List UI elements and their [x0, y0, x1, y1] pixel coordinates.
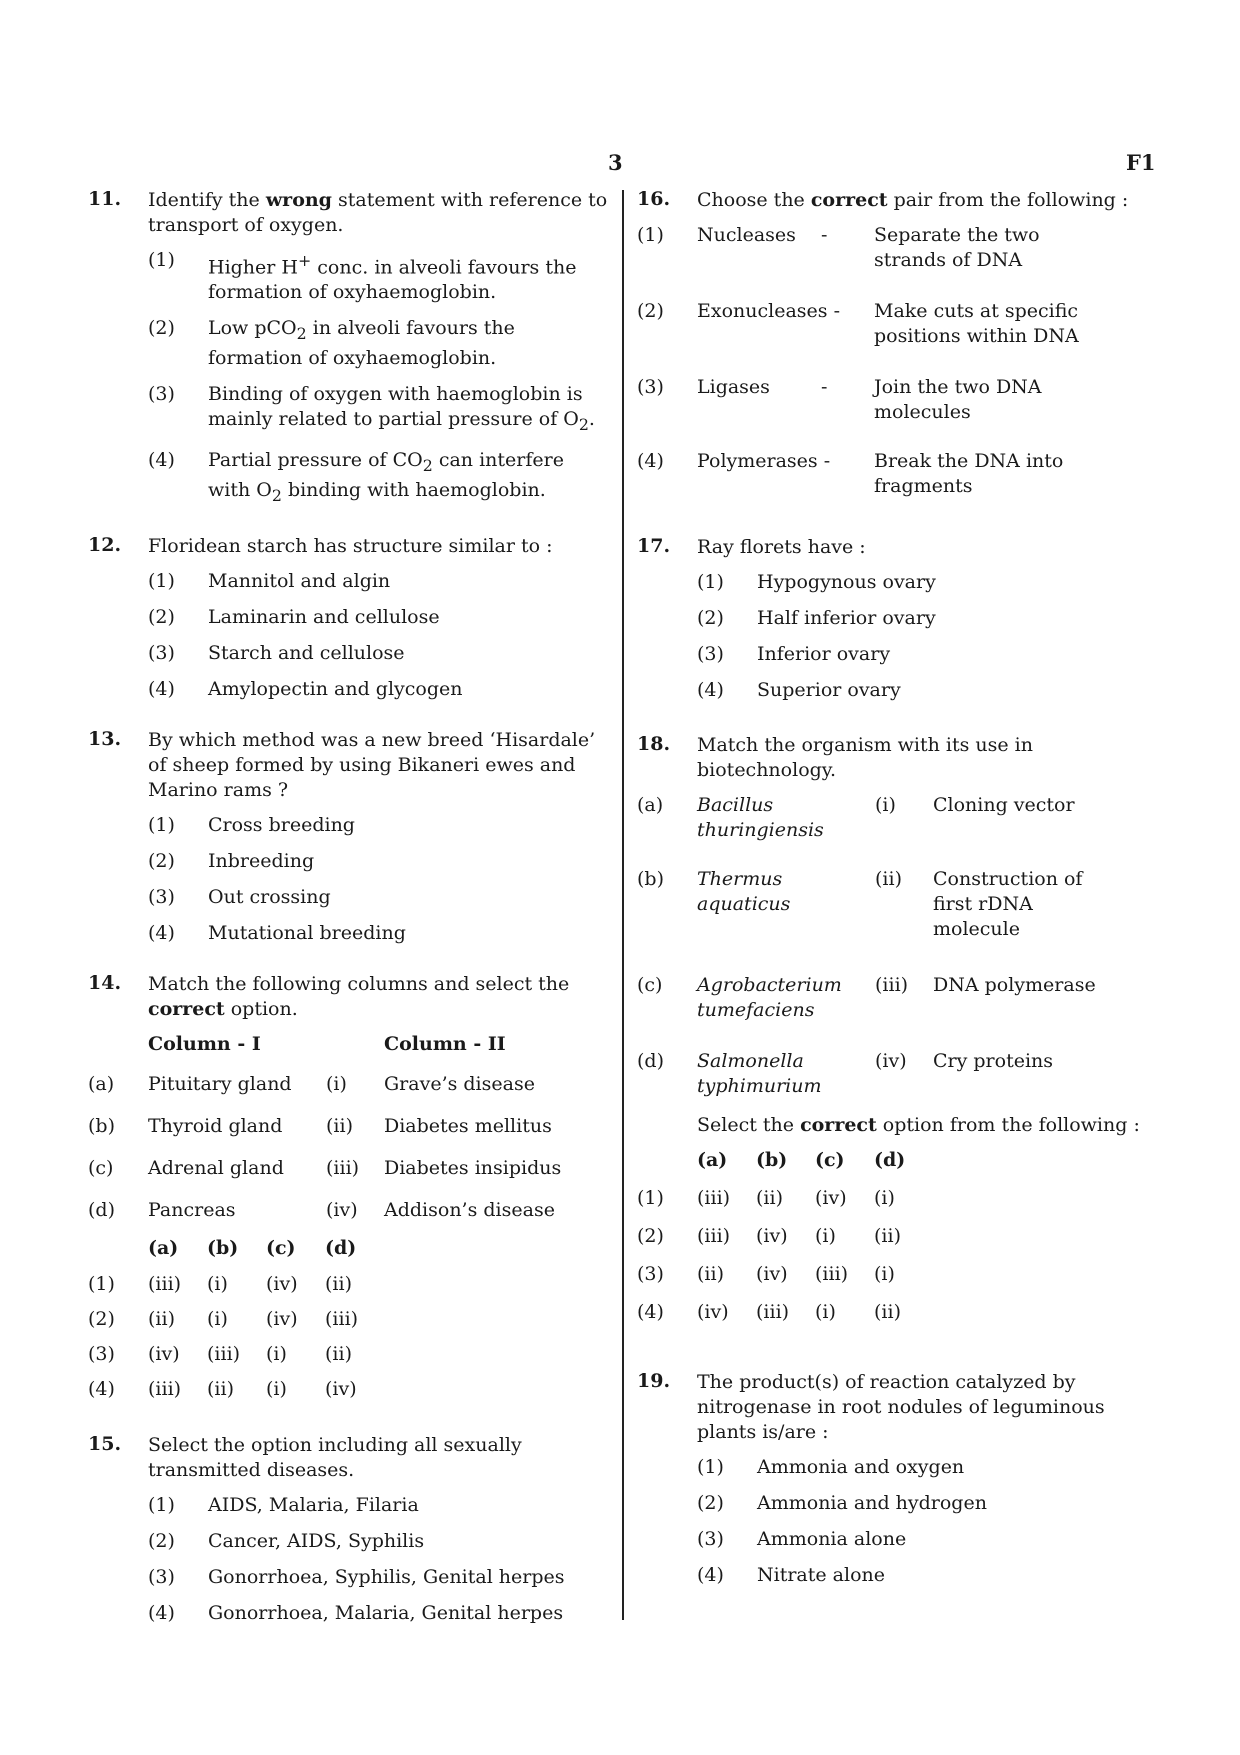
pair-option-2: (2) Exonucleases - Make cuts at specific positions within DNA — [637, 300, 1079, 347]
question-stem: Select the option including all sexually transmitted diseases. — [148, 1433, 522, 1481]
match-row: (c) Adrenal gland (iii) Diabetes insipidus — [88, 1156, 562, 1179]
option-1: (1) Cross breeding — [148, 813, 355, 836]
question-stem: Match the following columns and select the correct option. — [148, 972, 570, 1020]
match-table — [637, 793, 1103, 1113]
pair-table — [637, 223, 1102, 505]
question-18 — [637, 733, 1157, 1330]
question-stem: Choose the correct pair from the following : — [697, 189, 1129, 211]
match-row: (a) Pituitary gland (i) Grave’s disease — [88, 1072, 535, 1095]
answer-option-2: (2) (iii) (iv) (i) (ii) — [637, 1225, 901, 1247]
option-4: (4) Gonorrhoea, Malaria, Genital herpes — [148, 1601, 564, 1624]
answer-table: (a) (b) (c) (d) (1) (iii) (i) (iv) (ii) (2) (ii) (i) (iv) (iii) (3) (iv) (iii) (i) (ii) (4) (iii) (ii) (i) (iv) — [88, 1236, 358, 1407]
match-row: (d) Salmonella typhimurium (iv) Cry proteins — [637, 1050, 1054, 1097]
match-table — [88, 1032, 561, 1236]
question-stem: By which method was a new breed ‘Hisardale’ of sheep formed by using Bikaneri ewes and Marino rams ? — [148, 728, 596, 801]
question-11 — [88, 188, 608, 508]
option-3: (3) Binding of oxygen with haemoglobin is mainly related to partial pressure of $O_2$. — [148, 383, 595, 434]
question-stem: Ray florets have : — [697, 536, 866, 558]
question-12 — [88, 534, 608, 702]
option-1: (1) AIDS, Malaria, Filaria — [148, 1493, 419, 1516]
answer-option-2: (2) (ii) (i) (iv) (iii) — [88, 1307, 359, 1330]
option-3: (3) Inferior ovary — [697, 643, 891, 665]
option-3: (3) Gonorrhoea, Syphilis, Genital herpes — [148, 1565, 565, 1588]
pair-option-4: (4) Polymerases - Break the DNA into fragments — [637, 450, 1064, 497]
pair-option-3: (3) Ligases - Join the two DNA molecules — [637, 376, 1042, 423]
question-stem: Match the organism with its use in biotechnology. — [697, 734, 1033, 781]
match-row: (d) Pancreas (iv) Addison’s disease — [88, 1198, 555, 1221]
page-number: 3 — [608, 150, 623, 175]
column-2-heading: Column - II — [384, 1032, 506, 1055]
question-number: 18. — [637, 733, 671, 755]
question-number: 19. — [637, 1370, 671, 1392]
answer-table: (a) (b) (c) (d) (1) (iii) (ii) (iv) (i) (2) (iii) (iv) (i) (ii) (3) (ii) (iv) (iii) (i) (4) (iv) (iii) (i) (ii) — [637, 1148, 905, 1330]
option-2: (2) Ammonia and hydrogen — [697, 1492, 987, 1514]
option-1: (1) Ammonia and oxygen — [697, 1456, 965, 1478]
option-2: (2) Inbreeding — [148, 849, 315, 872]
question-15 — [88, 1433, 608, 1626]
option-4: (4) Partial pressure of $CO_2$ can interfere with $O_2$ binding with haemoglobin. — [148, 448, 564, 505]
option-3: (3) Ammonia alone — [697, 1528, 907, 1550]
question-number: 12. — [88, 533, 122, 556]
question-number: 13. — [88, 727, 122, 750]
answer-option-3: (3) (ii) (iv) (iii) (i) — [637, 1263, 895, 1285]
right-column — [637, 188, 1157, 1614]
match-row: (c) Agrobacterium tumefaciens (iii) DNA polymerase — [637, 974, 1096, 1021]
option-2: (2) Laminarin and cellulose — [148, 605, 440, 628]
option-3: (3) Starch and cellulose — [148, 641, 405, 664]
option-4: (4) Nitrate alone — [697, 1564, 885, 1586]
question-number: 17. — [637, 535, 671, 557]
answer-option-4: (4) (iii) (ii) (i) (iv) — [88, 1377, 357, 1400]
answer-option-4: (4) (iv) (iii) (i) (ii) — [637, 1301, 901, 1323]
question-stem: Identify the wrong statement with reference to transport of oxygen. — [148, 189, 608, 236]
option-3: (3) Out crossing — [148, 885, 331, 908]
left-column — [88, 188, 608, 1652]
column-1-heading: Column - I — [148, 1032, 261, 1055]
option-1: (1) Hypogynous ovary — [697, 571, 936, 593]
answer-option-1: (1) (iii) (ii) (iv) (i) — [637, 1187, 895, 1209]
question-stem: Floridean starch has structure similar to : — [148, 534, 553, 557]
answer-option-3: (3) (iv) (iii) (i) (ii) — [88, 1342, 352, 1365]
question-number: 16. — [637, 188, 671, 210]
pair-option-1: (1) Nucleases - Separate the two strands of DNA — [637, 224, 1040, 271]
question-number: 14. — [88, 971, 122, 994]
question-16 — [637, 188, 1157, 505]
option-4: (4) Amylopectin and glycogen — [148, 677, 463, 700]
option-1: (1) Mannitol and algin — [148, 569, 391, 592]
question-number: 15. — [88, 1432, 122, 1455]
question-number: 11. — [88, 188, 122, 210]
option-4: (4) Mutational breeding — [148, 921, 406, 944]
match-row: (b) Thyroid gland (ii) Diabetes mellitus — [88, 1114, 552, 1137]
question-19 — [637, 1370, 1157, 1588]
column-divider — [622, 190, 624, 1620]
question-13 — [88, 728, 608, 946]
question-stem: The product(s) of reaction catalyzed by nitrogenase in root nodules of leguminous plants is/are : — [697, 1371, 1105, 1443]
select-instruction: Select the correct option from the following : — [697, 1114, 1140, 1136]
match-row: (a) Bacillus thuringiensis (i) Cloning vector — [637, 794, 1075, 841]
option-2: (2) Half inferior ovary — [697, 607, 936, 629]
option-4: (4) Superior ovary — [697, 679, 901, 701]
question-17 — [637, 535, 1157, 703]
option-2: (2) Cancer, AIDS, Syphilis — [148, 1529, 425, 1552]
paper-code: F1 — [1126, 150, 1156, 175]
answer-option-1: (1) (iii) (i) (iv) (ii) — [88, 1272, 352, 1295]
option-1: (1) Higher H+ conc. in alveoli favours the formation of oxyhaemoglobin. — [148, 249, 577, 304]
option-2: (2) Low pCO$_2$ in alveoli favours the formation of oxyhaemoglobin. — [148, 317, 515, 370]
match-row: (b) Thermus aquaticus (ii) Construction of first rDNA molecule — [637, 868, 1083, 940]
question-14 — [88, 972, 608, 1407]
